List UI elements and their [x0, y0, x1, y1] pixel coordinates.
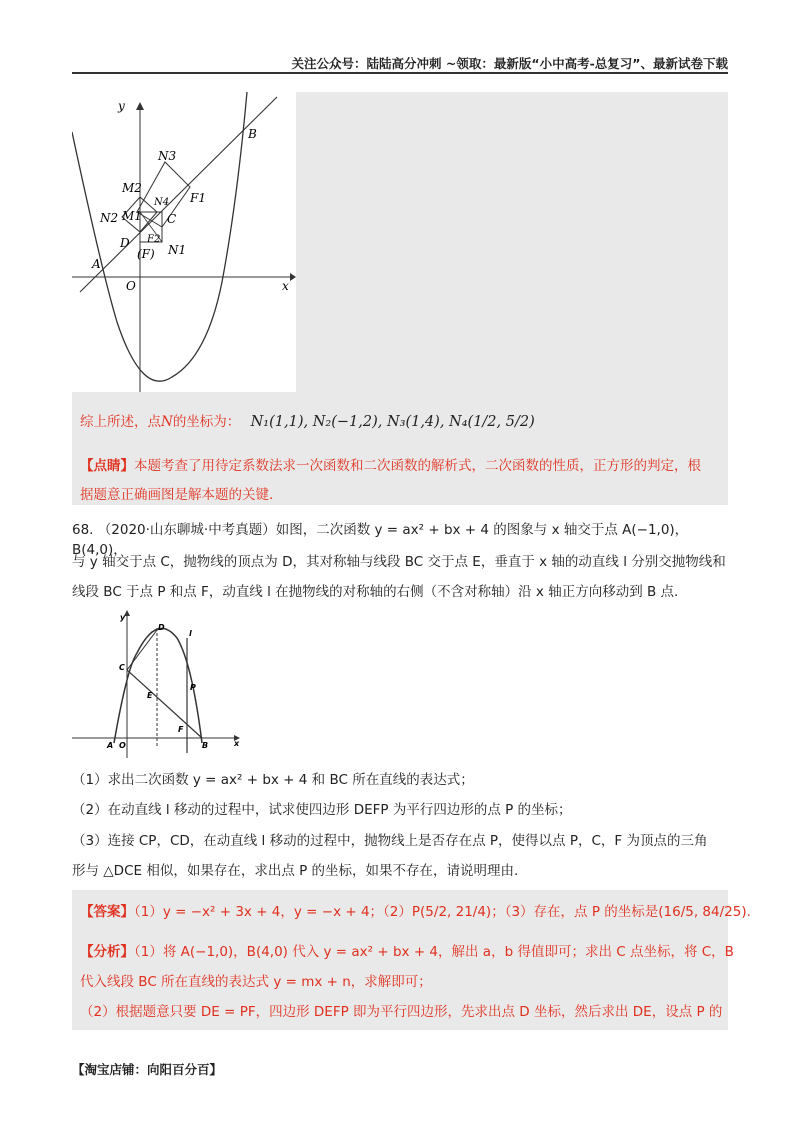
fig2-label-F: F	[178, 725, 184, 734]
fig2-label-B: B	[202, 741, 209, 750]
comment-tag: 【点睛】	[80, 458, 134, 474]
fig1-label-M1: M1	[122, 209, 142, 223]
comment-line-2: 据题意正确画图是解本题的关键.	[80, 487, 274, 503]
comment-line-1	[80, 456, 701, 476]
fig1-label-D: D	[120, 236, 130, 250]
fig1-label-x: x	[282, 279, 289, 293]
analysis-line-3: （2）根据题意只要 DE = PF，四边形 DEFP 即为平行四边形，先求出点 D 坐标，然后求出 DE，设点 P 的	[80, 1004, 723, 1020]
summary-prefix: 综上所述，点	[80, 414, 161, 430]
analysis-line-1	[80, 942, 734, 962]
fig1-label-N2: N2	[100, 211, 119, 225]
fig1-label-C: C	[167, 212, 177, 226]
summary-line	[80, 412, 535, 432]
fig1-label-F1: F1	[190, 191, 206, 205]
question-2: （2）在动直线 l 移动的过程中，试求使四边形 DEFP 为平行四边形的点 P 的坐标；	[72, 802, 572, 818]
comment-text-1: 本题考查了用待定系数法求一次函数和二次函数的解析式，二次函数的性质，正方形的判定，根	[134, 458, 701, 474]
fig2-label-E: E	[147, 691, 153, 700]
fig2-label-A: A	[107, 741, 114, 750]
fig1-label-y: y	[118, 99, 125, 113]
page-footer: 【淘宝店铺：向阳百分百】	[72, 1062, 223, 1077]
question-3a: （3）连接 CP，CD，在动直线 l 移动的过程中，抛物线上是否存在点 P，使得以点 P，C，F 为顶点的三角	[72, 833, 708, 849]
problem-line-3: 线段 BC 于点 P 和点 F，动直线 l 在抛物线的对称轴的右侧（不含对称轴）沿 x 轴正方向移动到 B 点.	[72, 584, 679, 600]
answer-line	[80, 902, 751, 922]
fig2-label-P: P	[190, 683, 196, 692]
fig1-label-N1: N1	[168, 243, 187, 257]
fig1-label-N4: N4	[154, 197, 170, 208]
problem-line-1: 68. （2020·山东聊城·中考真题）如图，二次函数 y = ax² + bx + 4 的图象与 x 轴交于点 A(−1,0)，B(4,0)，	[72, 522, 689, 558]
fig1-label-F: (F)	[137, 247, 155, 261]
summary-var: N	[161, 414, 173, 430]
fig1-label-M2: M2	[122, 181, 142, 195]
answer-text: （1）y = −x² + 3x + 4，y = −x + 4；（2）P(5/2, 21/4)；（3）存在，点 P 的坐标是(16/5, 84/25).	[134, 904, 751, 920]
question-1: （1）求出二次函数 y = ax² + bx + 4 和 BC 所在直线的表达式；	[72, 772, 474, 788]
fig1-label-A: A	[92, 257, 101, 271]
fig2-label-D: D	[158, 623, 165, 632]
header-divider	[72, 72, 728, 74]
analysis-tag: 【分析】	[80, 944, 134, 960]
fig2-label-C: C	[119, 663, 125, 672]
figure-1	[72, 92, 296, 392]
summary-suffix: 的坐标为：	[172, 414, 241, 430]
fig2-label-l: l	[189, 629, 192, 638]
problem-line-2: 与 y 轴交于点 C，抛物线的顶点为 D，其对称轴与线段 BC 交于点 E，垂直于 x 轴的动直线 l 分别交抛物线和	[72, 554, 726, 570]
fig2-label-y: y	[120, 613, 126, 622]
fig1-label-F2: F2	[147, 234, 161, 245]
page-header: 关注公众号：陆陆高分冲刺 ~领取：最新版“小中高考-总复习”、最新试卷下载	[291, 56, 728, 71]
answer-tag: 【答案】	[80, 904, 134, 920]
analysis-line-2: 代入线段 BC 所在直线的表达式 y = mx + n，求解即可；	[80, 974, 432, 990]
fig2-label-O: O	[119, 741, 126, 750]
figure-2	[72, 608, 242, 758]
analysis-text-1: （1）将 A(−1,0)，B(4,0) 代入 y = ax² + bx + 4，解出 a，b 得值即可；求出 C 点坐标，将 C，B	[134, 944, 734, 960]
fig1-label-N3: N3	[158, 149, 177, 163]
summary-coords: N₁(1,1), N₂(−1,2), N₃(1,4), N₄(1/2, 5/2)	[250, 414, 535, 430]
fig1-label-O: O	[126, 279, 136, 293]
fig1-label-B: B	[248, 127, 257, 141]
question-3b: 形与 △DCE 相似，如果存在，求出点 P 的坐标，如果不存在，请说明理由.	[72, 863, 519, 879]
fig2-label-x: x	[234, 739, 240, 748]
